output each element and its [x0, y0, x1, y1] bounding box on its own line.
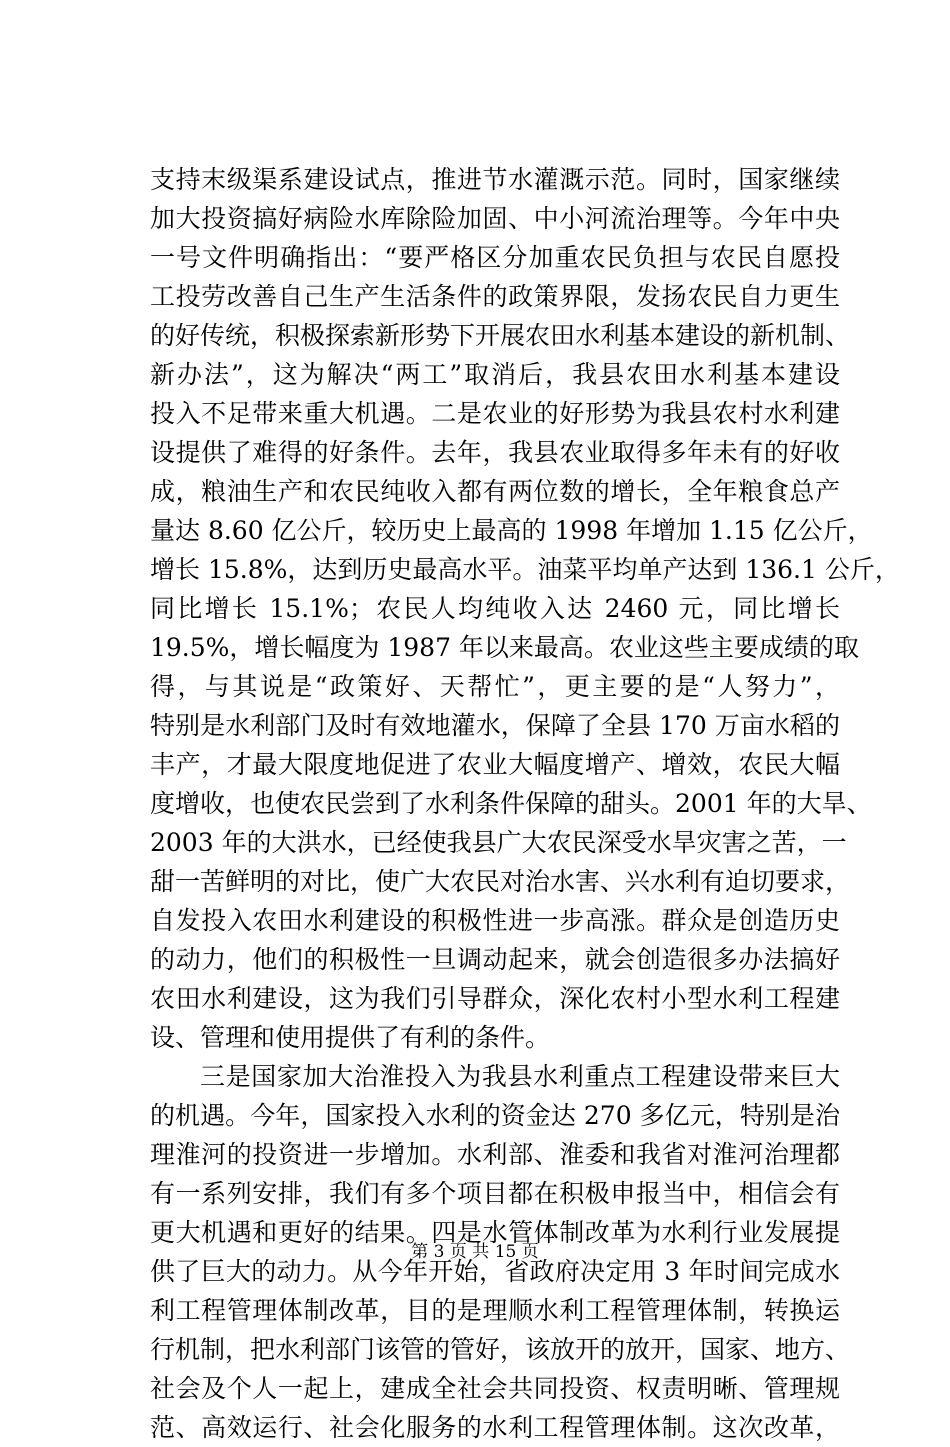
text-line: 同比增长 15.1%；农民人均纯收入达 2460 元，同比增长 [150, 594, 840, 623]
text-line: 丰产，才最大限度地促进了农业大幅度增产、增效，农民大幅 [150, 750, 840, 779]
page-footer [0, 1240, 950, 1264]
text-line: 有一系列安排，我们有多个项目都在积极申报当中，相信会有 [150, 1179, 840, 1208]
text-line: 范、高效运行、社会化服务的水利工程管理体制。这次改革， [150, 1413, 840, 1442]
paragraph-start-line: 三是国家加大治淮投入为我县水利重点工程建设带来巨大 [200, 1062, 840, 1091]
text-line: 工投劳改善自己生产生活条件的政策界限，发扬农民自力更生 [150, 282, 840, 311]
text-line: 行机制，把水利部门该管的管好，该放开的放开，国家、地方、 [150, 1335, 851, 1364]
text-line: 特别是水利部门及时有效地灌水，保障了全县 170 万亩水稻的 [150, 711, 840, 740]
text-line: 设提供了难得的好条件。去年，我县农业取得多年未有的好收 [150, 438, 840, 467]
text-line: 新办法”，这为解决“两工”取消后，我县农田水利基本建设 [150, 360, 840, 389]
text-line: 供了巨大的动力。从今年开始，省政府决定用 3 年时间完成水 [150, 1257, 840, 1286]
text-line: 量达 8.60 亿公斤，较历史上最高的 1998 年增加 1.15 亿公斤， [150, 516, 873, 545]
text-line: 成，粮油生产和农民纯收入都有两位数的增长，全年粮食总产 [150, 477, 840, 506]
page-number: 第 3 页 共 15 页 [411, 1242, 539, 1262]
text-line: 得，与其说是“政策好、天帮忙”，更主要的是“人努力”， [150, 672, 840, 701]
text-line: 甜一苦鲜明的对比，使广大农民对治水害、兴水利有迫切要求， [150, 867, 851, 896]
text-line: 的好传统，积极探索新形势下开展农田水利基本建设的新机制、 [150, 321, 851, 350]
text-line: 更大机遇和更好的结果。四是水管体制改革为水利行业发展提 [150, 1218, 840, 1247]
paragraph-end-line: 设、管理和使用提供了有利的条件。 [150, 1023, 551, 1052]
text-line: 自发投入农田水利建设的积极性进一步高涨。群众是创造历史 [150, 906, 840, 935]
text-line: 的动力，他们的积极性一旦调动起来，就会创造很多办法搞好 [150, 945, 840, 974]
text-line: 理淮河的投资进一步增加。水利部、淮委和我省对淮河治理都 [150, 1140, 840, 1169]
text-line: 利工程管理体制改革，目的是理顺水利工程管理体制，转换运 [150, 1296, 840, 1325]
text-line: 度增收，也使农民尝到了水利条件保障的甜头。2001 年的大旱、 [150, 789, 872, 818]
text-line: 社会及个人一起上，建成全社会共同投资、权责明晰、管理规 [150, 1374, 840, 1403]
text-line: 增长 15.8%，达到历史最高水平。油菜平均单产达到 136.1 公斤， [150, 555, 900, 584]
text-line: 2003 年的大洪水，已经使我县广大农民深受水旱灾害之苦，一 [150, 828, 847, 857]
text-line: 支持末级渠系建设试点，推进节水灌溉示范。同时，国家继续 [150, 165, 840, 194]
text-line: 农田水利建设，这为我们引导群众，深化农村小型水利工程建 [150, 984, 840, 1013]
text-line: 投入不足带来重大机遇。二是农业的好形势为我县农村水利建 [150, 399, 840, 428]
text-line: 加大投资搞好病险水库除险加固、中小河流治理等。今年中央 [150, 204, 840, 233]
text-line: 的机遇。今年，国家投入水利的资金达 270 多亿元，特别是治 [150, 1101, 840, 1130]
text-line: 19.5%，增长幅度为 1987 年以来最高。农业这些主要成绩的取 [150, 633, 859, 662]
text-line: 一号文件明确指出：“要严格区分加重农民负担与农民自愿投 [150, 243, 840, 272]
